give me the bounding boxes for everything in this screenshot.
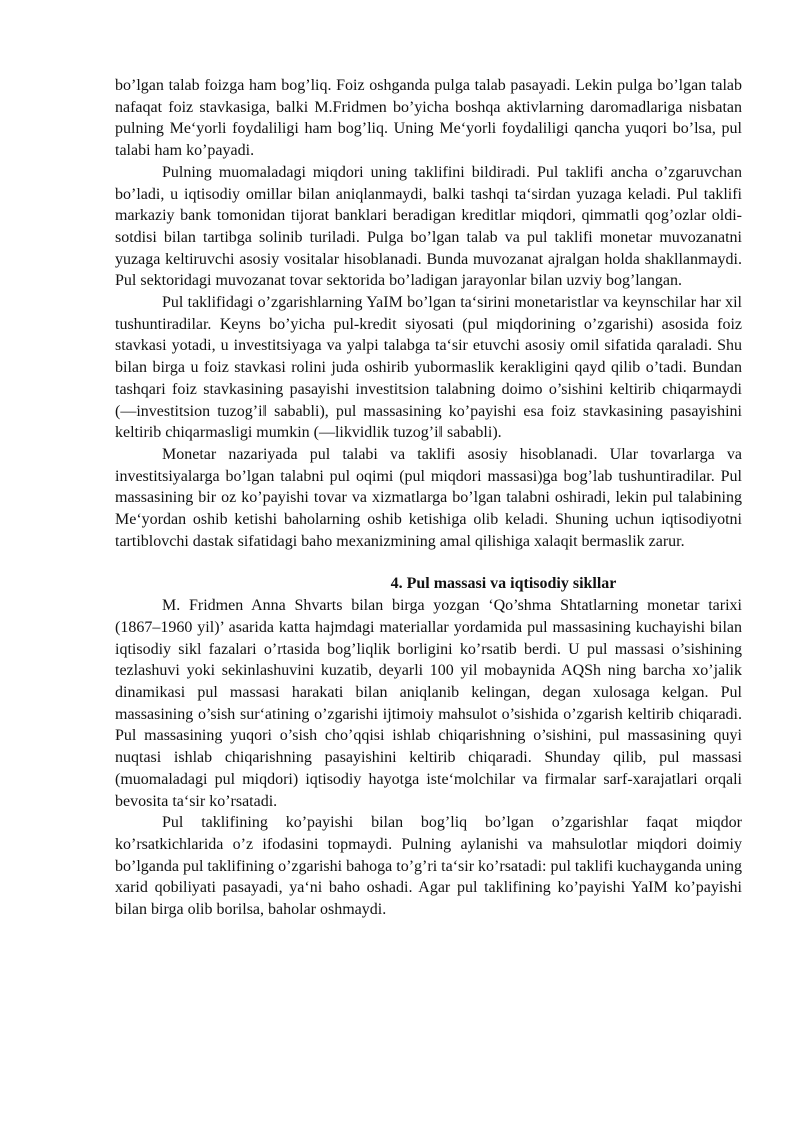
paragraph-talab-foiz: bo’lgan talab foizga ham bog’liq. Foiz oshganda pulga talab pasayadi. Lekin pulga bo’lgan talab nafaqat foiz stavkasiga, balki M.Fridmen bo’yicha boshqa aktivlarning daromadlariga nisbatan pulning Me‘yorli foydaliligi ham bog’liq. Uning Me‘yorli foydaliligi qancha yuqori bo’lsa, pul talabi ham ko’payadi. [115,77,742,160]
paragraph-monetaristlar-keynschilar: Pul taklifidagi o’zgarishlarning YaIM bo’lgan ta‘sirini monetaristlar va keynschilar har xil tushuntiradilar. Keyns bo’yicha pul-kredit siyosati (pul miqdorining o’zgarishi) asosida foiz stavkasi yotadi, u investitsiyaga va yalpi talabga ta‘sir etuvchi asosiy omil sifatida qaraladi. Shu bilan birga u foiz stavkasi rolini juda oshirib yubormaslik kerakligini qayd qilib o’tadi. Bundan tashqari foiz stavkasining pasayishi investitsion talabning doimo o’sishini keltirib chiqarmaydi (―investitsion tuzog’i‖ sababli), pul massasining ko’payishi esa foiz stavkasining pasayishini keltirib chiqarmasligi mumkin (―likvidlik tuzog’i‖ sababli). [115,294,742,442]
document-page [115,75,742,921]
paragraph-pul-taklifi: Pulning muomaladagi miqdori uning taklifini bildiradi. Pul taklifi ancha o’zgaruvchan bo’ladi, u iqtisodiy omillar bilan aniqlanmaydi, balki tashqi ta‘sirdan yuzaga keladi. Pul taklifi markaziy bank tomonidan tijorat banklari beradigan kreditlar miqdori, qimmatli qog’ozlar oldi-sotdisi bilan tartibga solinib turiladi. Pulga bo’lgan talab va pul taklifi monetar muvozanatni yuzaga keltiruvchi asosiy vositalar hisoblanadi. Bunda muvozanat ajralgan holda shakllanmaydi. Pul sektoridagi muvozanat tovar sektorida bo’ladigan jarayonlar bilan uzviy bog’langan. [115,163,742,290]
section-heading: 4. Pul massasi va iqtisodiy sikllar [390,575,617,593]
paragraph-fridmen-shvarts: M. Fridmen Anna Shvarts bilan birga yozgan ‘Qo’shma Shtatlarning monetar tarixi (1867–1960 yil)’ asarida katta hajmdagi materiallar yordamida pul massasining kuchayishi bilan iqtisodiy sikl fazalari o’rtasida bog’liqlik borligini ko’rsatib berdi. U pul massasi o’sishining tezlashuvi yoki sekinlashuvini kuzatib, deyarli 100 yil mobaynida AQSh ning barcha xo’jalik dinamikasi pul massasi harakati bilan aniqlanib kelingan, degan xulosaga kelgan. Pul massasining o’sish sur‘atining o’zgarishi ijtimoiy mahsulot o’sishida o’zgarish keltirib chiqaradi. Pul massasining yuqori o’sish cho’qqisi ishlab chiqarishning o’sishini, pul massasining quyi nuqtasi ishlab chiqarishning pasayishini keltirib chiqaradi. Shunday qilib, pul massasi (muomaladagi pul miqdori) iqtisodiy hayotga iste‘molchilar va firmalar sarf-xarajatlari orqali bevosita ta‘sir ko’rsatadi. [115,597,742,810]
paragraph-pul-taklifi-kopayishi: Pul taklifining ko’payishi bilan bog’liq bo’lgan o’zgarishlar faqat miqdor ko’rsatkichlarida o’z ifodasini topmaydi. Pulning aylanishi va mahsulotlar miqdori doimiy bo’lganda pul taklifining o’zgarishi bahoga to’g’ri ta‘sir ko’rsatadi: pul taklifi kuchayganda uning xarid qobiliyati pasayadi, ya‘ni baho oshadi. Agar pul taklifining ko’payishi YaIM ko’payishi bilan birga olib borilsa, baholar oshmaydi. [115,814,742,919]
paragraph-monetar-nazariya: Monetar nazariyada pul talabi va taklifi asosiy hisoblanadi. Ular tovarlarga va investitsiyalarga bo’lgan talabni pul oqimi (pul miqdori massasi)ga bog’lab tushuntiradilar. Pul massasining bir oz ko’payishi tovar va xizmatlarga bo’lgan talabni oshiradi, lekin pul talabining Me‘yordan oshib ketishi baholarning oshib ketishiga olib keladi. Shuning uchun iqtisodiyotni tartiblovchi dastak sifatidagi baho mexanizmining amal qilishiga xalaqit bermaslik zarur. [115,445,742,550]
